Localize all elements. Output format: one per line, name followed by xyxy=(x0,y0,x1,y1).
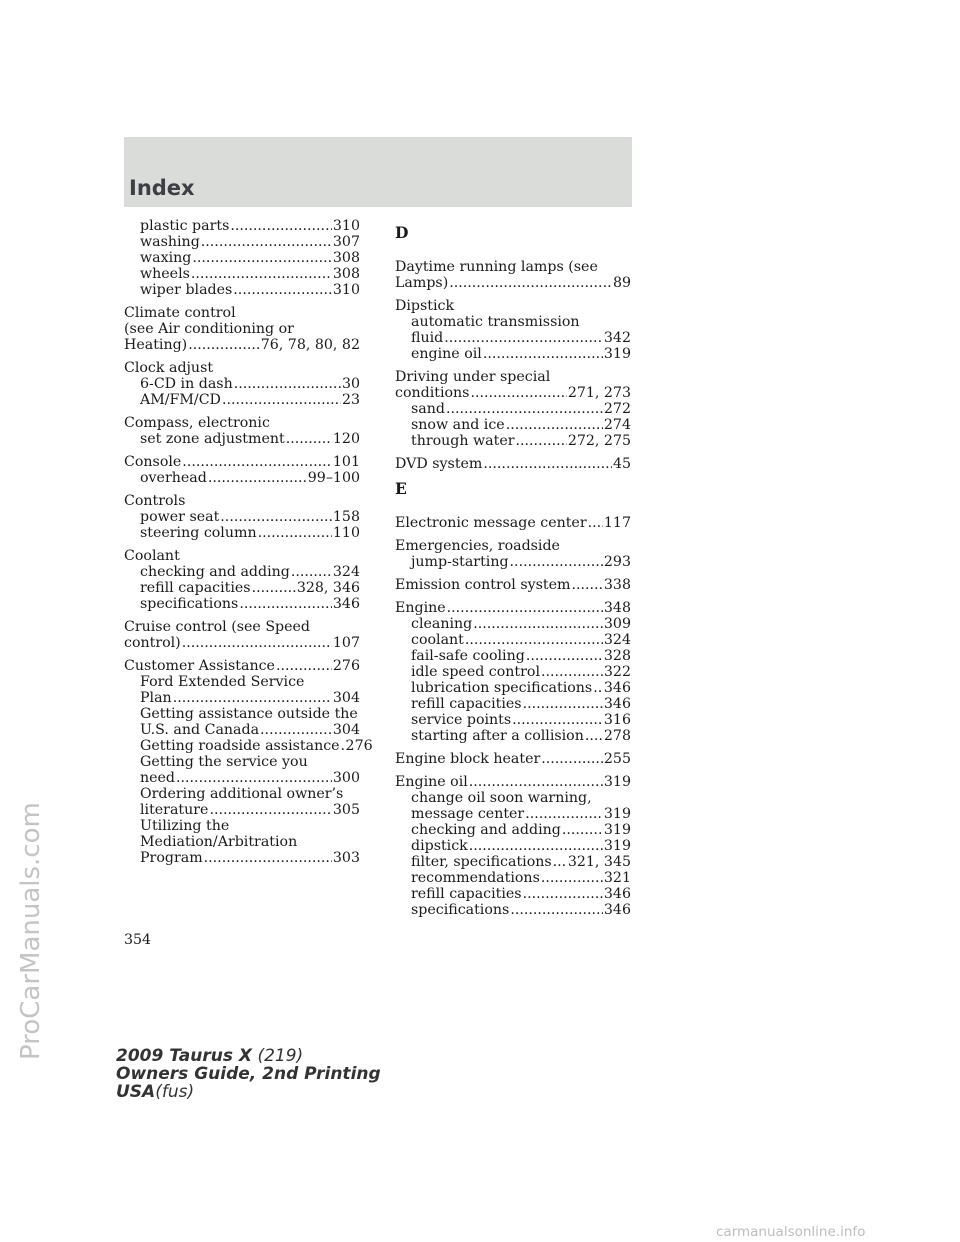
index-page-ref: 324 xyxy=(603,632,631,648)
dot-leader xyxy=(469,838,603,854)
index-term: Driving under special xyxy=(395,369,551,385)
index-term: specifications xyxy=(411,902,510,918)
index-page-ref: 308 xyxy=(332,250,360,266)
dot-leader xyxy=(176,770,332,786)
index-term: recommendations xyxy=(411,870,540,886)
index-subentry-line xyxy=(124,509,360,525)
index-entry-line xyxy=(124,619,360,635)
index-term: coolant xyxy=(411,632,464,648)
index-term: Dipstick xyxy=(395,298,455,314)
index-page-ref: 120 xyxy=(332,431,360,447)
index-entry-line xyxy=(395,515,631,531)
index-entry xyxy=(124,218,360,298)
footer-model: 2009 Taurus X xyxy=(116,1046,253,1066)
index-term: refill capacities xyxy=(140,580,251,596)
index-page-ref: 271, 273 xyxy=(567,385,631,401)
index-page-ref: 307 xyxy=(332,234,360,250)
dot-leader xyxy=(526,648,603,664)
index-page-ref: 346 xyxy=(332,596,360,612)
index-page-ref: 110 xyxy=(332,525,360,541)
index-term: Daytime running lamps (see xyxy=(395,259,598,275)
dot-leader xyxy=(447,600,603,616)
index-term: steering column xyxy=(140,525,257,541)
index-term: Heating) xyxy=(124,337,188,353)
index-term: sand xyxy=(411,401,445,417)
index-entry-line xyxy=(395,369,631,385)
index-entry-line xyxy=(124,305,360,321)
index-page-ref: 278 xyxy=(603,728,631,744)
index-term: Cruise control (see Speed xyxy=(124,619,310,635)
index-term: jump-starting xyxy=(411,554,509,570)
index-subentry-line xyxy=(124,234,360,250)
index-term: Utilizing the xyxy=(140,818,230,834)
dot-leader xyxy=(516,433,567,449)
index-term: control) xyxy=(124,635,181,651)
index-entry-line xyxy=(395,259,631,275)
index-term: specifications xyxy=(140,596,239,612)
index-page-ref: 274 xyxy=(603,417,631,433)
index-page-ref: 319 xyxy=(603,822,631,838)
index-subentry-line xyxy=(395,902,631,918)
dot-leader xyxy=(222,392,341,408)
index-page-ref: 310 xyxy=(332,218,360,234)
index-entry xyxy=(124,658,373,866)
footer-code: (219) xyxy=(257,1046,304,1066)
index-entry-line xyxy=(124,360,360,376)
index-term: Getting the service you xyxy=(140,754,308,770)
index-term: Customer Assistance xyxy=(124,658,275,674)
index-entry-line xyxy=(124,415,360,431)
index-term: Climate control xyxy=(124,305,236,321)
index-subentry-line xyxy=(124,525,360,541)
footer-market-code: (fus) xyxy=(155,1082,195,1102)
index-term: conditions xyxy=(395,385,470,401)
index-page-ref: 107 xyxy=(332,635,360,651)
index-term: dipstick xyxy=(411,838,468,854)
dot-leader xyxy=(191,266,332,282)
index-page-ref: 158 xyxy=(332,509,360,525)
index-term: through water xyxy=(411,433,515,449)
index-term: Compass, electronic xyxy=(124,415,270,431)
index-entry xyxy=(395,774,631,918)
index-entry-line xyxy=(124,635,360,651)
index-subentry-line xyxy=(124,431,360,447)
page-number: 354 xyxy=(124,932,152,948)
index-term: Ordering additional owner’s xyxy=(140,786,344,802)
dot-leader xyxy=(233,282,332,298)
index-entry xyxy=(395,577,631,593)
index-subentry-line xyxy=(395,680,631,696)
index-term: literature xyxy=(140,802,209,818)
dot-leader xyxy=(258,525,332,541)
index-term: starting after a collision xyxy=(411,728,584,744)
index-term: set zone adjustment xyxy=(140,431,285,447)
index-subentry-line xyxy=(395,433,631,449)
index-subentry-line xyxy=(124,722,360,738)
index-term: 6-CD in dash xyxy=(140,376,233,392)
index-subentry-line xyxy=(395,616,631,632)
index-entry-line xyxy=(395,275,631,291)
index-section-letter: D xyxy=(395,223,409,242)
index-entry-line xyxy=(124,548,360,564)
index-term: service points xyxy=(411,712,512,728)
dot-leader xyxy=(585,728,603,744)
index-entry xyxy=(124,454,360,486)
index-page-ref: 319 xyxy=(603,346,631,362)
dot-leader xyxy=(220,509,332,525)
dot-leader xyxy=(444,330,603,346)
index-entry xyxy=(395,751,631,767)
dot-leader xyxy=(506,417,603,433)
index-subentry-line xyxy=(395,554,631,570)
index-term: (see Air conditioning or xyxy=(124,321,294,337)
index-page-ref: 328, 346 xyxy=(296,580,360,596)
index-subentry-line xyxy=(395,314,631,330)
index-entry xyxy=(395,600,631,744)
dot-leader xyxy=(173,690,332,706)
index-page-ref: 319 xyxy=(603,838,631,854)
dot-leader xyxy=(209,802,331,818)
index-entry xyxy=(124,305,360,353)
index-term: Getting roadside assistance xyxy=(140,738,340,754)
dot-leader xyxy=(291,564,332,580)
dot-leader xyxy=(449,275,612,291)
dot-leader xyxy=(470,385,566,401)
index-subentry-line xyxy=(124,690,360,706)
index-subentry-line xyxy=(124,250,360,266)
index-term: idle speed control xyxy=(411,664,540,680)
index-term: checking and adding xyxy=(140,564,290,580)
index-page-ref: 89 xyxy=(612,275,631,291)
index-subentry-line xyxy=(395,664,631,680)
index-term: Emergencies, roadside xyxy=(395,538,560,554)
index-subentry-line xyxy=(124,674,360,690)
index-page-ref: 304 xyxy=(332,690,360,706)
index-subentry-line xyxy=(124,266,360,282)
index-subentry-line xyxy=(124,754,360,770)
index-entry-line xyxy=(395,600,631,616)
dot-leader xyxy=(483,346,603,362)
index-term: Mediation/Arbitration xyxy=(140,834,298,850)
dot-leader xyxy=(541,751,603,767)
dot-leader xyxy=(208,470,307,486)
index-subentry-line xyxy=(395,838,631,854)
index-term: AM/FM/CD xyxy=(140,392,221,408)
index-entry-line xyxy=(395,538,631,554)
index-term: Lamps) xyxy=(395,275,449,291)
index-term: Console xyxy=(124,454,182,470)
index-term: engine oil xyxy=(411,346,482,362)
dot-leader xyxy=(234,376,341,392)
index-entry xyxy=(395,456,631,472)
index-page-ref: 321 xyxy=(603,870,631,886)
index-term: washing xyxy=(140,234,200,250)
dot-leader xyxy=(512,712,603,728)
index-subentry-line xyxy=(395,854,631,870)
index-entry-line xyxy=(124,493,360,509)
index-term: DVD system xyxy=(395,456,483,472)
index-subentry-line xyxy=(124,596,360,612)
index-page-ref: 324 xyxy=(332,564,360,580)
index-page-ref: 276 xyxy=(345,738,373,754)
dot-leader xyxy=(188,337,259,353)
index-subentry-line xyxy=(395,806,631,822)
index-subentry-line xyxy=(395,728,631,744)
index-term: Coolant xyxy=(124,548,180,564)
index-term: overhead xyxy=(140,470,207,486)
index-term: wiper blades xyxy=(140,282,233,298)
dot-leader xyxy=(230,218,332,234)
index-page-ref: 348 xyxy=(603,600,631,616)
index-term: lubrication specifications xyxy=(411,680,593,696)
index-term: Engine block heater xyxy=(395,751,541,767)
index-page-ref: 99–100 xyxy=(307,470,360,486)
index-page-ref: 321, 345 xyxy=(567,854,631,870)
index-subentry-line xyxy=(124,786,360,802)
index-page-ref: 322 xyxy=(603,664,631,680)
index-term: fluid xyxy=(411,330,444,346)
index-term: fail-safe cooling xyxy=(411,648,525,664)
index-entry xyxy=(395,515,631,531)
index-page-ref: 346 xyxy=(603,902,631,918)
index-entry-line xyxy=(395,456,631,472)
index-entry xyxy=(395,538,631,570)
index-term: refill capacities xyxy=(411,696,522,712)
index-subentry-line xyxy=(395,822,631,838)
dot-leader xyxy=(510,902,603,918)
index-page-ref: 76, 78, 80, 82 xyxy=(260,337,360,353)
index-page-ref: 346 xyxy=(603,696,631,712)
index-entry xyxy=(124,415,360,447)
dot-leader xyxy=(286,431,332,447)
index-subentry-line xyxy=(395,712,631,728)
index-subentry-line xyxy=(395,790,631,806)
index-subentry-line xyxy=(124,850,360,866)
index-page-ref: 255 xyxy=(603,751,631,767)
index-term: automatic transmission xyxy=(411,314,580,330)
dot-leader xyxy=(201,234,332,250)
index-page-ref: 304 xyxy=(332,722,360,738)
index-entry-line xyxy=(395,298,631,314)
dot-leader xyxy=(593,680,603,696)
index-entry-line xyxy=(395,774,631,790)
index-page-ref: 23 xyxy=(341,392,360,408)
index-subentry-line xyxy=(124,564,360,580)
dot-leader xyxy=(541,664,603,680)
index-subentry-line xyxy=(395,886,631,902)
index-page-ref: 303 xyxy=(332,850,360,866)
index-page-ref: 310 xyxy=(332,282,360,298)
index-term: Ford Extended Service xyxy=(140,674,305,690)
dot-leader xyxy=(469,774,603,790)
dot-leader xyxy=(562,822,603,838)
index-page-ref: 338 xyxy=(603,577,631,593)
index-entry xyxy=(124,619,360,651)
bottom-watermark: carmanualsonline.info xyxy=(716,1224,866,1240)
index-page-ref: 30 xyxy=(341,376,360,392)
index-subentry-line xyxy=(124,470,360,486)
index-term: Engine oil xyxy=(395,774,468,790)
dot-leader xyxy=(473,616,603,632)
index-term: Program xyxy=(140,850,203,866)
index-entry-line xyxy=(124,658,360,674)
dot-leader xyxy=(182,635,332,651)
index-page-ref: 328 xyxy=(603,648,631,664)
dot-leader xyxy=(588,515,603,531)
dot-leader xyxy=(341,738,345,754)
dot-leader xyxy=(252,580,296,596)
index-column-left xyxy=(124,218,373,873)
index-page-ref: 45 xyxy=(612,456,631,472)
index-term: need xyxy=(140,770,176,786)
page-title: Index xyxy=(129,176,195,200)
index-page-ref: 101 xyxy=(332,454,360,470)
index-page-ref: 300 xyxy=(332,770,360,786)
index-subentry-line xyxy=(124,770,360,786)
index-term: plastic parts xyxy=(140,218,230,234)
index-subentry-line xyxy=(124,834,360,850)
index-term: refill capacities xyxy=(411,886,522,902)
index-term: Getting assistance outside the xyxy=(140,706,358,722)
print-footer xyxy=(116,1047,381,1101)
index-entry-line xyxy=(124,337,360,353)
dot-leader xyxy=(239,596,332,612)
index-subentry-line xyxy=(124,218,360,234)
index-page-ref: 272, 275 xyxy=(567,433,631,449)
index-term: snow and ice xyxy=(411,417,505,433)
dot-leader xyxy=(182,454,332,470)
dot-leader xyxy=(523,886,603,902)
index-subentry-line xyxy=(124,392,360,408)
index-subentry-line xyxy=(124,802,360,818)
index-subentry-line xyxy=(124,376,360,392)
index-page-ref: 346 xyxy=(603,886,631,902)
index-page-ref: 346 xyxy=(603,680,631,696)
index-entry xyxy=(395,298,631,362)
index-entry-line xyxy=(124,454,360,470)
index-page-ref: 308 xyxy=(332,266,360,282)
index-term: Electronic message center xyxy=(395,515,587,531)
index-subentry-line xyxy=(395,870,631,886)
footer-market: USA xyxy=(116,1082,156,1102)
dot-leader xyxy=(523,696,603,712)
index-term: U.S. and Canada xyxy=(140,722,260,738)
footer-guide: Owners Guide, 2nd Printing xyxy=(116,1064,381,1084)
index-page-ref: 319 xyxy=(603,806,631,822)
index-term: power seat xyxy=(140,509,220,525)
index-entry xyxy=(124,360,360,408)
dot-leader xyxy=(525,806,603,822)
index-column-right xyxy=(395,218,631,925)
index-term: cleaning xyxy=(411,616,473,632)
header-band xyxy=(124,137,632,207)
index-subentry-line xyxy=(124,706,360,722)
index-entry xyxy=(124,548,360,612)
index-term: change oil soon warning, xyxy=(411,790,592,806)
dot-leader xyxy=(541,870,603,886)
index-entry-line xyxy=(124,321,360,337)
index-term: Emission control system xyxy=(395,577,571,593)
index-page-ref: 272 xyxy=(603,401,631,417)
index-entry xyxy=(395,259,631,291)
index-entry-line xyxy=(395,385,631,401)
index-entry-line xyxy=(395,751,631,767)
index-term: checking and adding xyxy=(411,822,561,838)
index-entry-line xyxy=(395,577,631,593)
index-subentry-line xyxy=(395,346,631,362)
index-page-ref: 293 xyxy=(603,554,631,570)
index-section-letter: E xyxy=(395,479,407,498)
index-subentry-line xyxy=(124,580,360,596)
dot-leader xyxy=(192,250,332,266)
index-page-ref: 319 xyxy=(603,774,631,790)
index-subentry-line xyxy=(395,632,631,648)
index-page-ref: 316 xyxy=(603,712,631,728)
index-page-ref: 309 xyxy=(603,616,631,632)
index-subentry-line xyxy=(395,696,631,712)
index-term: Controls xyxy=(124,493,186,509)
index-subentry-line xyxy=(395,330,631,346)
dot-leader xyxy=(571,577,602,593)
index-term: wheels xyxy=(140,266,190,282)
dot-leader xyxy=(276,658,332,674)
index-subentry-line xyxy=(395,417,631,433)
index-page-ref: 276 xyxy=(332,658,360,674)
dot-leader xyxy=(510,554,603,570)
index-subentry-line xyxy=(124,818,360,834)
index-entry xyxy=(124,493,360,541)
index-term: filter, specifications xyxy=(411,854,552,870)
index-page-ref: 117 xyxy=(603,515,631,531)
dot-leader xyxy=(465,632,603,648)
index-entry xyxy=(395,369,631,449)
index-subentry-line xyxy=(395,648,631,664)
index-subentry-line xyxy=(124,738,373,754)
index-term: Plan xyxy=(140,690,172,706)
index-term: waxing xyxy=(140,250,192,266)
index-term: message center xyxy=(411,806,525,822)
index-subentry-line xyxy=(124,282,360,298)
index-page-ref: 305 xyxy=(332,802,360,818)
dot-leader xyxy=(260,722,332,738)
dot-leader xyxy=(204,850,332,866)
index-page-ref: 342 xyxy=(603,330,631,346)
dot-leader xyxy=(483,456,612,472)
dot-leader xyxy=(446,401,603,417)
dot-leader xyxy=(553,854,567,870)
index-term: Engine xyxy=(395,600,446,616)
side-watermark: ProCarManuals.com xyxy=(16,802,46,1060)
index-term: Clock adjust xyxy=(124,360,214,376)
index-subentry-line xyxy=(395,401,631,417)
